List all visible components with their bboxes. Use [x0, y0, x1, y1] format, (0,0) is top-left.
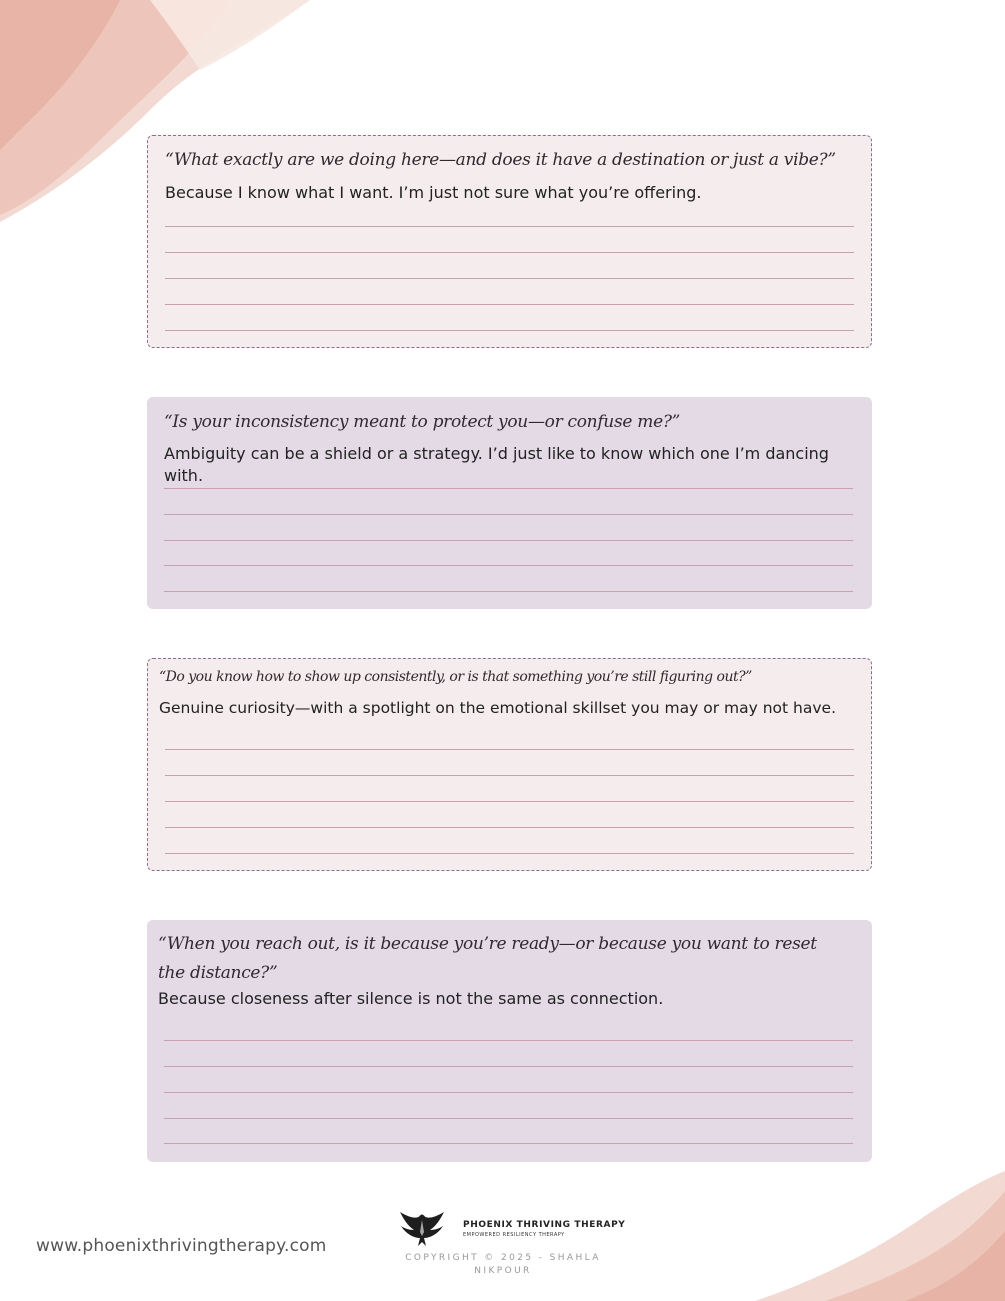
- website-link[interactable]: www.phoenixthrivingtherapy.com: [36, 1236, 327, 1256]
- copyright-notice: COPYRIGHT © 2025 - SHAHLA NIKPOUR: [405, 1253, 601, 1276]
- writing-line[interactable]: [164, 591, 853, 592]
- card-question: “Do you know how to show up consistently, or is that something you’re still figuring out?”: [159, 669, 752, 685]
- card-question: “What exactly are we doing here—and does it have a destination or just a vibe?”: [165, 150, 836, 170]
- writing-line[interactable]: [164, 1040, 853, 1041]
- writing-line[interactable]: [165, 801, 854, 802]
- brand-tagline: EMPOWERED RESILIENCY THERAPY: [463, 1232, 565, 1238]
- writing-line[interactable]: [164, 488, 853, 489]
- card-prompt: Ambiguity can be a shield or a strategy. I’d just like to know which one I’m dancing with.: [164, 444, 829, 485]
- writing-line[interactable]: [165, 827, 854, 828]
- card-prompt: Because I know what I want. I’m just not sure what you’re offering.: [165, 183, 702, 202]
- phoenix-icon: [398, 1206, 446, 1248]
- reflection-card-2: [147, 397, 872, 609]
- writing-line[interactable]: [164, 514, 853, 515]
- writing-line[interactable]: [164, 540, 853, 541]
- writing-line[interactable]: [164, 1118, 853, 1119]
- writing-line[interactable]: [165, 749, 854, 750]
- brand-name: PHOENIX THRIVING THERAPY: [463, 1220, 626, 1230]
- writing-line[interactable]: [165, 775, 854, 776]
- corner-decoration-bottom-right: [735, 1171, 1005, 1301]
- writing-line[interactable]: [165, 304, 854, 305]
- card-question: “When you reach out, is it because you’re ready—or because you want to reset the distance?”: [158, 934, 817, 983]
- writing-line[interactable]: [164, 1143, 853, 1144]
- writing-line[interactable]: [164, 1092, 853, 1093]
- reflection-card-1: [147, 135, 872, 348]
- writing-line[interactable]: [165, 252, 854, 253]
- writing-line[interactable]: [165, 278, 854, 279]
- writing-line[interactable]: [164, 565, 853, 566]
- reflection-card-4: [147, 920, 872, 1162]
- writing-line[interactable]: [164, 1066, 853, 1067]
- card-prompt: Because closeness after silence is not the same as connection.: [158, 989, 664, 1008]
- card-question: “Is your inconsistency meant to protect you—or confuse me?”: [164, 412, 681, 432]
- writing-line[interactable]: [165, 853, 854, 854]
- card-prompt: Genuine curiosity—with a spotlight on the emotional skillset you may or may not have.: [159, 699, 836, 717]
- reflection-card-3: [147, 658, 872, 871]
- writing-line[interactable]: [165, 226, 854, 227]
- writing-line[interactable]: [165, 330, 854, 331]
